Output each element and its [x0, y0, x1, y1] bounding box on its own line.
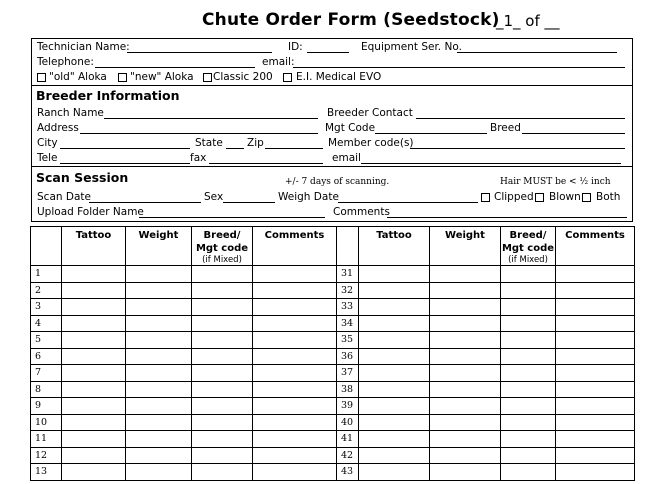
table-row: [31, 365, 635, 382]
zip-label: Zip: [247, 137, 264, 149]
breed-mgt-code-header: [501, 227, 556, 266]
comments-cell[interactable]: [253, 282, 337, 299]
ranch-name-label: Ranch Name: [37, 107, 104, 119]
row-number: 38: [337, 381, 359, 398]
breed-mgt-code-cell[interactable]: [501, 414, 556, 431]
tattoo-cell[interactable]: [62, 414, 126, 431]
row-number: 43: [337, 464, 359, 481]
comments-cell[interactable]: [556, 332, 635, 349]
row-number: 5: [31, 332, 62, 349]
tattoo-cell[interactable]: [62, 365, 126, 382]
address-label: Address: [37, 122, 79, 134]
weight-cell[interactable]: [430, 315, 501, 332]
comments-cell[interactable]: [556, 447, 635, 464]
row-number: 41: [337, 431, 359, 448]
tattoo-cell[interactable]: [62, 464, 126, 481]
if-mixed-note: (if Mixed): [202, 255, 242, 265]
comments-cell[interactable]: [556, 266, 635, 283]
row-number: 3: [31, 299, 62, 316]
weight-cell[interactable]: [126, 365, 192, 382]
row-number: 6: [31, 348, 62, 365]
row-number: 13: [31, 464, 62, 481]
hair-length-note: Hair MUST be < ½ inch: [500, 177, 611, 187]
breed-mgt-code-cell[interactable]: [501, 266, 556, 283]
fax-field[interactable]: [209, 163, 323, 164]
tattoo-cell[interactable]: [62, 282, 126, 299]
breed-mgt-code-cell[interactable]: [192, 299, 253, 316]
tattoo-header: Tattoo: [359, 227, 430, 266]
row-number: 32: [337, 282, 359, 299]
breed-mgt-code-cell[interactable]: [501, 431, 556, 448]
city-label: City: [37, 137, 58, 149]
scan-comments-field[interactable]: [387, 217, 627, 218]
sex-label: Sex: [204, 191, 224, 203]
row-number: 42: [337, 447, 359, 464]
weight-cell[interactable]: [126, 299, 192, 316]
upload-folder-label: Upload Folder Name: [37, 206, 144, 218]
if-mixed-note: (if Mixed): [508, 255, 548, 265]
breed-mgt-code-header: [192, 227, 253, 266]
scan-days-note: +/- 7 days of scanning.: [285, 177, 390, 187]
weight-cell[interactable]: [126, 431, 192, 448]
tattoo-cell[interactable]: [359, 398, 430, 415]
comments-cell[interactable]: [253, 398, 337, 415]
tele-field[interactable]: [60, 163, 190, 164]
table-row: [31, 447, 635, 464]
table-row: [31, 381, 635, 398]
row-number: 40: [337, 414, 359, 431]
table-header-row: [31, 227, 635, 266]
technician-email-label: email:: [262, 56, 295, 68]
comments-cell[interactable]: [253, 381, 337, 398]
telephone-label: Telephone:: [37, 56, 94, 68]
both-label: Both: [596, 191, 621, 203]
tele-label: Tele: [37, 152, 58, 164]
weigh-date-label: Weigh Date: [278, 191, 339, 203]
comments-cell[interactable]: [556, 398, 635, 415]
new-aloka-label: "new" Aloka: [130, 71, 194, 83]
weigh-date-field[interactable]: [338, 202, 478, 203]
breed-mgt-code-cell[interactable]: [501, 299, 556, 316]
breed-mgt-code-cell[interactable]: [192, 282, 253, 299]
technician-id-field[interactable]: [307, 52, 349, 53]
weight-cell[interactable]: [430, 332, 501, 349]
clipped-checkbox[interactable]: [481, 193, 490, 202]
technician-name-label: Technician Name:: [37, 41, 130, 53]
scan-comments-label: Comments: [333, 206, 390, 218]
member-code-label: Member code(s): [328, 137, 414, 149]
member-code-field[interactable]: [410, 148, 625, 149]
weight-cell[interactable]: [126, 414, 192, 431]
row-number: 2: [31, 282, 62, 299]
comments-header: Comments: [556, 227, 635, 266]
tattoo-cell[interactable]: [359, 381, 430, 398]
breed-mgt-code-cell[interactable]: [501, 365, 556, 382]
weight-cell[interactable]: [430, 431, 501, 448]
weight-cell[interactable]: [430, 414, 501, 431]
row-number: 11: [31, 431, 62, 448]
row-number: 7: [31, 365, 62, 382]
tattoo-cell[interactable]: [359, 282, 430, 299]
tattoo-cell[interactable]: [62, 266, 126, 283]
technician-name-field[interactable]: [127, 52, 272, 53]
tattoo-cell[interactable]: [359, 266, 430, 283]
tattoo-cell[interactable]: [359, 332, 430, 349]
breed-mgt-code-label: Breed/ Mgt code: [195, 230, 249, 254]
weight-cell[interactable]: [126, 398, 192, 415]
comments-cell[interactable]: [253, 332, 337, 349]
comments-cell[interactable]: [253, 414, 337, 431]
row-number: 33: [337, 299, 359, 316]
breed-mgt-code-cell[interactable]: [192, 431, 253, 448]
weight-cell[interactable]: [430, 398, 501, 415]
weight-cell[interactable]: [126, 282, 192, 299]
comments-cell[interactable]: [253, 365, 337, 382]
weight-header: Weight: [126, 227, 192, 266]
weight-cell[interactable]: [126, 332, 192, 349]
tattoo-cell[interactable]: [359, 464, 430, 481]
tattoo-header: Tattoo: [62, 227, 126, 266]
row-number: 8: [31, 381, 62, 398]
table-row: [31, 332, 635, 349]
breed-mgt-code-cell[interactable]: [501, 464, 556, 481]
classic-200-label: Classic 200: [213, 71, 273, 83]
mgt-code-label: Mgt Code: [325, 122, 376, 134]
fax-label: fax: [190, 152, 207, 164]
city-field[interactable]: [60, 148, 190, 149]
table-row: [31, 282, 635, 299]
weight-header: Weight: [430, 227, 501, 266]
tattoo-cell[interactable]: [62, 398, 126, 415]
row-number: 31: [337, 266, 359, 283]
breed-mgt-code-cell[interactable]: [501, 447, 556, 464]
weight-cell[interactable]: [430, 266, 501, 283]
breeder-heading: Breeder Information: [36, 88, 180, 103]
breeder-email-label: email: [332, 152, 361, 164]
breed-mgt-code-cell[interactable]: [501, 381, 556, 398]
comments-cell[interactable]: [556, 282, 635, 299]
zip-field[interactable]: [265, 148, 323, 149]
table-row: [31, 414, 635, 431]
table-row: [31, 299, 635, 316]
comments-cell[interactable]: [556, 431, 635, 448]
old-aloka-label: "old" Aloka: [49, 71, 107, 83]
weight-cell[interactable]: [430, 282, 501, 299]
breed-mgt-code-cell[interactable]: [501, 332, 556, 349]
breed-mgt-code-cell[interactable]: [192, 365, 253, 382]
upload-folder-field[interactable]: [139, 217, 325, 218]
breed-label: Breed: [490, 122, 521, 134]
row-number: 1: [31, 266, 62, 283]
classic-200-checkbox[interactable]: [203, 73, 212, 82]
tattoo-cell[interactable]: [359, 299, 430, 316]
comments-cell[interactable]: [556, 348, 635, 365]
mgt-code-field[interactable]: [375, 133, 487, 134]
blown-checkbox[interactable]: [535, 193, 544, 202]
breed-mgt-code-cell[interactable]: [192, 348, 253, 365]
comments-cell[interactable]: [253, 431, 337, 448]
table-row: [31, 464, 635, 481]
scan-date-label: Scan Date: [37, 191, 91, 203]
ei-medical-evo-label: E.I. Medical EVO: [296, 71, 382, 83]
tattoo-cell[interactable]: [62, 431, 126, 448]
row-number: 39: [337, 398, 359, 415]
breed-mgt-code-label: Breed/ Mgt code: [501, 230, 555, 254]
breed-mgt-code-cell[interactable]: [501, 282, 556, 299]
breed-mgt-code-cell[interactable]: [192, 266, 253, 283]
tattoo-cell[interactable]: [62, 299, 126, 316]
ei-medical-evo-checkbox[interactable]: [283, 73, 292, 82]
row-number: 10: [31, 414, 62, 431]
weight-cell[interactable]: [126, 464, 192, 481]
tattoo-cell[interactable]: [62, 348, 126, 365]
breed-field[interactable]: [522, 133, 625, 134]
comments-cell[interactable]: [253, 266, 337, 283]
table-row: [31, 315, 635, 332]
breed-mgt-code-cell[interactable]: [501, 315, 556, 332]
state-label: State: [195, 137, 223, 149]
clipped-label: Clipped: [494, 191, 534, 203]
tattoo-cell[interactable]: [359, 315, 430, 332]
breed-mgt-code-cell[interactable]: [192, 464, 253, 481]
equipment-serial-field[interactable]: [457, 52, 617, 53]
comments-cell[interactable]: [253, 447, 337, 464]
row-number: 34: [337, 315, 359, 332]
breed-mgt-code-cell[interactable]: [192, 414, 253, 431]
scan-date-field[interactable]: [89, 202, 201, 203]
comments-cell[interactable]: [556, 299, 635, 316]
breeder-contact-field[interactable]: [416, 118, 625, 119]
breeder-contact-label: Breeder Contact: [327, 107, 413, 119]
weight-cell[interactable]: [126, 348, 192, 365]
comments-header: Comments: [253, 227, 337, 266]
comments-cell[interactable]: [556, 464, 635, 481]
weight-cell[interactable]: [430, 348, 501, 365]
tattoo-cell[interactable]: [359, 365, 430, 382]
row-number: 37: [337, 365, 359, 382]
sex-field[interactable]: [223, 202, 275, 203]
tattoo-cell[interactable]: [62, 315, 126, 332]
comments-cell[interactable]: [253, 348, 337, 365]
comments-cell[interactable]: [556, 381, 635, 398]
page-count: _1_ of __: [496, 12, 560, 30]
weight-cell[interactable]: [430, 464, 501, 481]
ranch-name-field[interactable]: [104, 118, 318, 119]
state-field[interactable]: [226, 148, 244, 149]
equipment-serial-label: Equipment Ser. No.: [361, 41, 462, 53]
comments-cell[interactable]: [556, 315, 635, 332]
table-row: [31, 266, 635, 283]
weight-cell[interactable]: [430, 381, 501, 398]
old-aloka-checkbox[interactable]: [37, 73, 46, 82]
tattoo-cell[interactable]: [359, 447, 430, 464]
animal-table: [30, 226, 635, 481]
row-number: 35: [337, 332, 359, 349]
row-number: 36: [337, 348, 359, 365]
blown-label: Blown: [549, 191, 581, 203]
comments-cell[interactable]: [253, 299, 337, 316]
tattoo-cell[interactable]: [62, 332, 126, 349]
address-field[interactable]: [80, 133, 318, 134]
breed-mgt-code-cell[interactable]: [192, 381, 253, 398]
weight-cell[interactable]: [126, 315, 192, 332]
comments-cell[interactable]: [556, 365, 635, 382]
breed-mgt-code-cell[interactable]: [192, 332, 253, 349]
comments-cell[interactable]: [253, 315, 337, 332]
tattoo-cell[interactable]: [62, 447, 126, 464]
table-row: [31, 348, 635, 365]
weight-cell[interactable]: [430, 447, 501, 464]
weight-cell[interactable]: [126, 381, 192, 398]
weight-cell[interactable]: [430, 365, 501, 382]
row-number: 9: [31, 398, 62, 415]
row-number-header: [337, 227, 359, 266]
breed-mgt-code-cell[interactable]: [192, 447, 253, 464]
technician-id-label: ID:: [288, 41, 303, 53]
comments-cell[interactable]: [556, 414, 635, 431]
row-number: 12: [31, 447, 62, 464]
tattoo-cell[interactable]: [62, 381, 126, 398]
technician-email-field[interactable]: [293, 67, 625, 68]
breeder-email-field[interactable]: [361, 163, 621, 164]
comments-cell[interactable]: [253, 464, 337, 481]
tattoo-cell[interactable]: [359, 348, 430, 365]
new-aloka-checkbox[interactable]: [118, 73, 127, 82]
breed-mgt-code-cell[interactable]: [192, 398, 253, 415]
scan-session-heading: Scan Session: [36, 170, 129, 185]
weight-cell[interactable]: [430, 299, 501, 316]
row-number-header: [31, 227, 62, 266]
form-title: Chute Order Form (Seedstock): [202, 10, 500, 30]
breed-mgt-code-cell[interactable]: [192, 315, 253, 332]
breed-mgt-code-cell[interactable]: [501, 398, 556, 415]
weight-cell[interactable]: [126, 447, 192, 464]
tattoo-cell[interactable]: [359, 414, 430, 431]
tattoo-cell[interactable]: [359, 431, 430, 448]
table-row: [31, 431, 635, 448]
breed-mgt-code-cell[interactable]: [501, 348, 556, 365]
telephone-field[interactable]: [95, 67, 255, 68]
row-number: 4: [31, 315, 62, 332]
weight-cell[interactable]: [126, 266, 192, 283]
both-checkbox[interactable]: [582, 193, 591, 202]
table-row: [31, 398, 635, 415]
